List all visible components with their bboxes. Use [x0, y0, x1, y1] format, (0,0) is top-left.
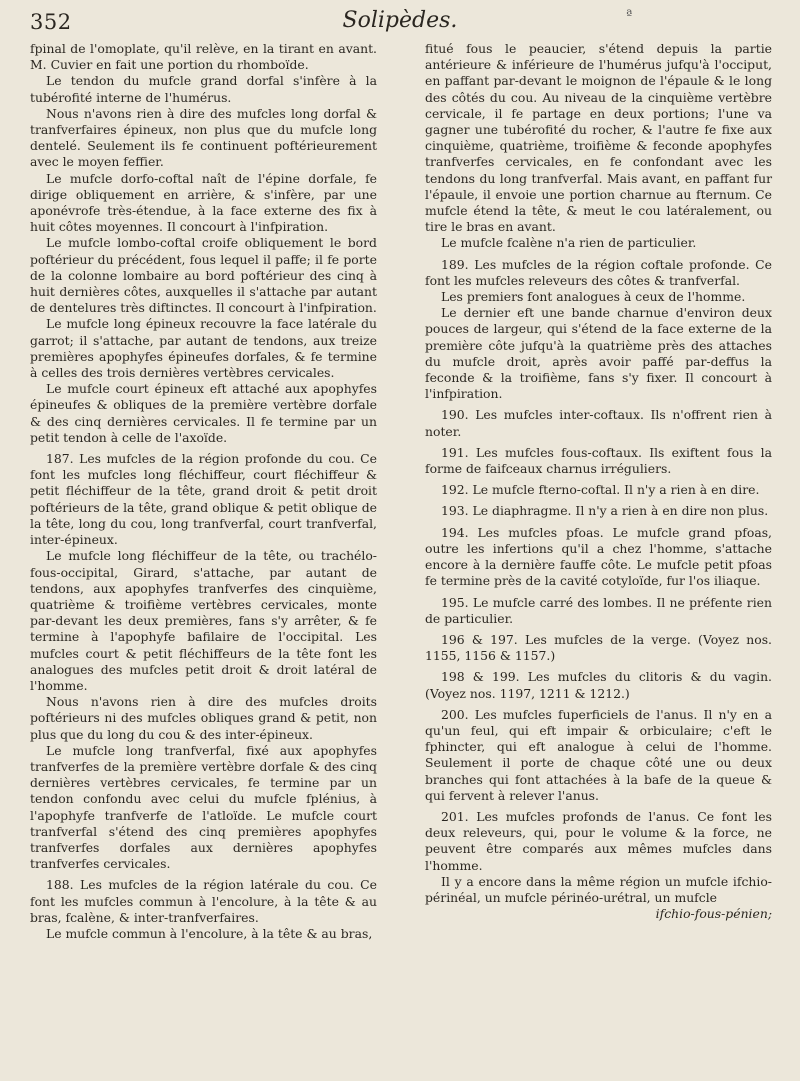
paragraph: ifchio-fous-pénien;: [655, 906, 772, 922]
page-header: [0, 8, 800, 38]
paragraph: 194. Les mufcles pfoas. Le mufcle grand pfoas, outre les infertions qu'il a chez l'homme, s'attache encore à la dernière fauffe côte. Le mufcle petit pfoas fe termine près de la cavité cotyloïde, fur l'os iliaque.: [425, 524, 772, 589]
paragraph: 188. Les mufcles de la région latérale du cou. Ce font les mufcles commun à l'encolure, à la tête & au bras, fcalène, & inter-tranfverfaires.: [30, 877, 377, 925]
paragraph: 201. Les mufcles profonds de l'anus. Ce font les deux releveurs, qui, pour le volume & la force, ne peuvent être comparés aux mêmes mufcles dans l'homme.: [425, 808, 772, 873]
paragraph: Le mufcle lombo-coftal croife obliquement le bord poftérieur du précédent, fous lequel il paffe; il fe porte de la colonne lombaire au bord poftérieur des cinq à huit dernières côtes, auxquelles il s'attache par autant de dentelures très diftinctes. Il concourt à l'infpiration.: [30, 235, 377, 316]
paragraph: fitué fous le peaucier, s'étend depuis la partie antérieure & inférieure de l'humérus jufqu'à l'occiput, en paffant par-devant le moignon de l'épaule & le long des côtés du cou. Au niveau de la cinquième vertèbre cervicale, il fe partage en deux portions; l'une va gagner une tubérofité du rocher, & l'autre fe fixe aux cinquième, quatrième, troifième & feconde apophyfes tranfverfes cervicales, en fe confondant avec les tendons du long tranfverfal. Mais avant, en paffant fur l'épaule, il envoie une portion charnue au fternum. Ce mufcle étend la tête, & meut le cou latéralement, ou tire le bras en avant.: [425, 41, 772, 235]
paragraph: Le mufcle long fléchiffeur de la tête, ou trachélo-fous-occipital, Girard, s'attache, par autant de tendons, aux apophyfes tranfverfes des cinquième, quatrième & troifième vertèbres cervicales, monte par-devant les deux premières, fans s'y arrêter, & fe termine à l'apophyfe bafilaire de l'occipital. Les mufcles court & petit fléchiffeurs de la tête font les analogues des mufcles petit droit & droit latéral de l'homme.: [30, 548, 377, 693]
left-text-column: [30, 41, 377, 942]
running-title: Solipèdes.: [342, 8, 458, 33]
paragraph: Le mufcle long tranfverfal, fixé aux apophyfes tranfverfes de la première vertèbre dorfale & des cinq dernières vertèbres cervicales, fe termine par un tendon confondu avec celui du mufcle fplénius, à l'apophyfe tranfverfe de l'atloïde. Le mufcle court tranfverfal s'étend des cinq premières apophyfes tranfverfes dorfales aux dernières apophyfes tranfverfes cervicales.: [30, 742, 377, 872]
paragraph: 193. Le diaphragme. Il n'y a rien à en dire non plus.: [441, 503, 769, 519]
paragraph: 198 & 199. Les mufcles du clitoris & du vagin. (Voyez nos. 1197, 1211 & 1212.): [425, 669, 772, 701]
paragraph: 200. Les mufcles fuperficiels de l'anus. Il n'y en a qu'un feul, qui eft impair & orbiculaire; c'eft le fphincter, qui eft analogue à celui de l'homme. Seulement il porte de chaque côté une ou deux branches qui font attachées à la bafe de la queue & qui fervent à relever l'anus.: [425, 706, 772, 803]
paragraph: 191. Les mufcles fous-coftaux. Ils exiftent fous la forme de faifceaux charnus irréguliers.: [425, 444, 772, 477]
paragraph: Le mufcle dorfo-coftal naît de l'épine dorfale, fe dirige obliquement en arrière, & s'infère, par une aponévrofe très-étendue, à la face externe des fix à huit côtes moyennes. Il concourt à l'infpiration.: [30, 170, 377, 235]
paragraph: fpinal de l'omoplate, qu'il relève, en la tirant en avant. M. Cuvier en fait une portion du rhomboïde.: [30, 41, 377, 73]
paragraph: Le mufcle court épineux eft attaché aux apophyfes épineufes & obliques de la première vertèbre dorfale & des cinq dernières cervicales. Il fe termine par un petit tendon à celle de l'axoïde.: [30, 381, 377, 445]
paragraph: 196 & 197. Les mufcles de la verge. (Voyez nos. 1155, 1156 & 1157.): [425, 631, 772, 664]
paragraph: 187. Les mufcles de la région profonde du cou. Ce font les mufcles long fléchiffeur, court fléchiffeur & petit fléchiffeur de la tête, grand droit & petit droit poftérieurs de la tête, grand oblique & petit oblique de la tête, long du cou, long tranfverfal, court tranfverfal, inter-épineux.: [30, 451, 377, 548]
paragraph: Nous n'avons rien à dire des mufcles long dorfal & tranfverfaires épineux, non plus que du mufcle long dentelé. Seulement ils fe continuent poftérieurement avec le moyen feffier.: [30, 105, 377, 170]
paragraph: 192. Le mufcle fterno-coftal. Il n'y a rien à en dire.: [441, 482, 760, 498]
paragraph: Le mufcle commun à l'encolure, à la tête & au bras,: [46, 925, 373, 941]
page-number: 352: [30, 10, 72, 34]
paragraph: Le tendon du mufcle grand dorfal s'infère à la tubérofité interne de l'humérus.: [30, 73, 377, 105]
paragraph: Le dernier eft une bande charnue d'environ deux pouces de largeur, qui s'étend de la face externe de la première côte jufqu'à la quatrième près des attaches du mufcle droit, après avoir paffé par-deffus la feconde & la troifième, fans s'y fixer. Il concourt à l'infpiration.: [425, 305, 772, 402]
paragraph: 189. Les mufcles de la région coftale profonde. Ce font les mufcles releveurs des côtes & tranfverfal.: [425, 256, 772, 288]
right-text-column: [425, 41, 772, 922]
paragraph: Nous n'avons rien à dire des mufcles droits poftérieurs ni des mufcles obliques grand & petit, non plus que du long du cou & des inter-épineux.: [30, 694, 377, 742]
paragraph: Le mufcle long épineux recouvre la face latérale du garrot; il s'attache, par autant de tendons, aux treize premières apophyfes épineufes dorfales, & fe termine à celles des trois dernières vertèbres cervicales.: [30, 316, 377, 381]
paragraph: Il y a encore dans la même région un mufcle ifchio-périnéal, un mufcle périnéo-urétral, un mufcle: [425, 873, 772, 905]
paragraph: 190. Les mufcles inter-coftaux. Ils n'offrent rien à noter.: [425, 407, 772, 439]
corner-mark: ª: [626, 8, 633, 23]
paragraph: 195. Le mufcle carré des lombes. Il ne préfente rien de particulier.: [425, 594, 772, 626]
paragraph: Le mufcle fcalène n'a rien de particulier.: [441, 235, 697, 251]
paragraph: Les premiers font analogues à ceux de l'homme.: [441, 289, 746, 305]
